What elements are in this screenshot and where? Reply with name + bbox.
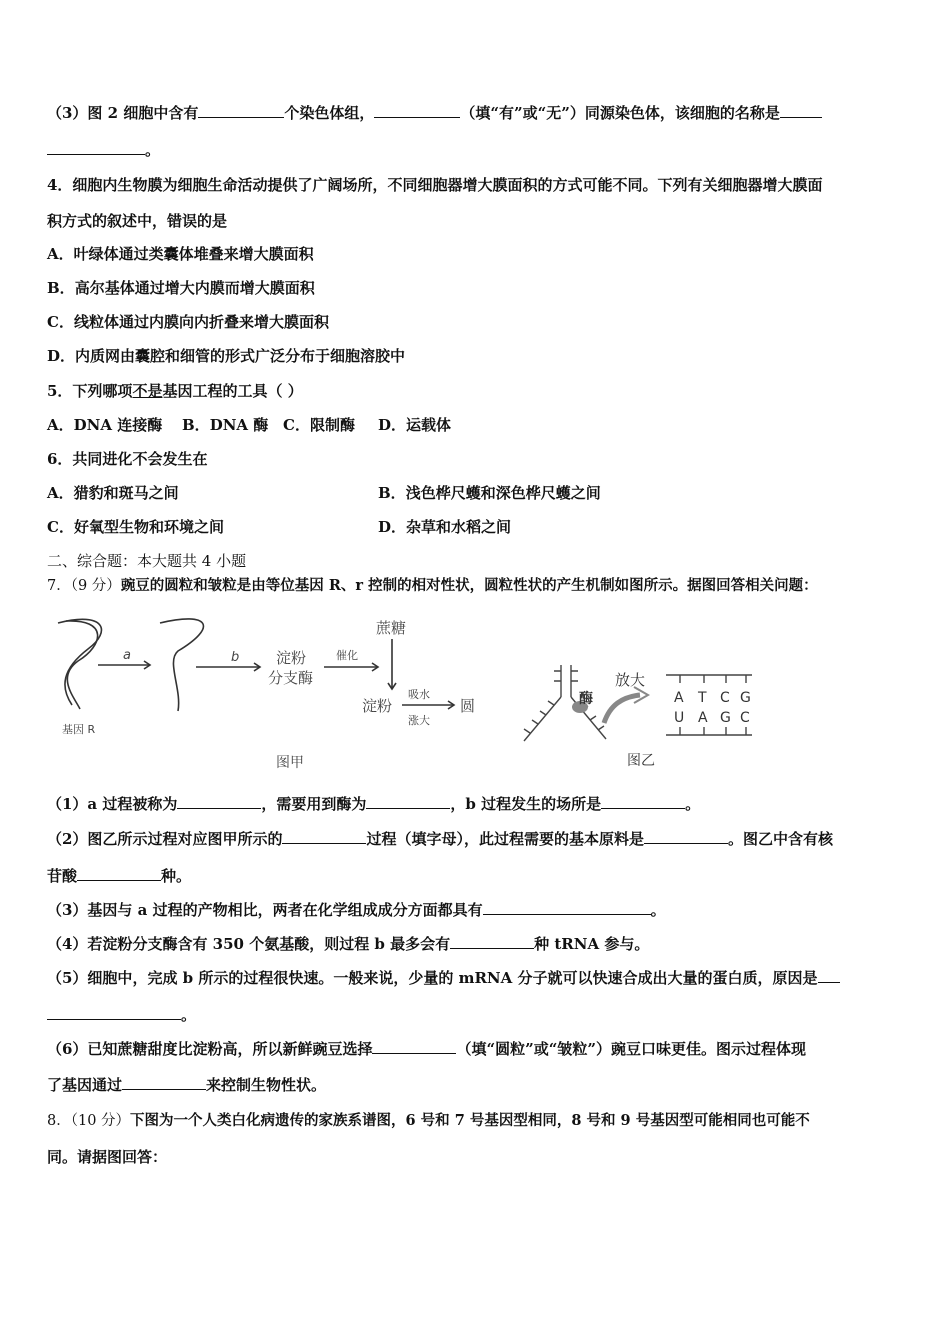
base-top-3: G	[740, 690, 751, 706]
base-top-2: C	[720, 690, 730, 706]
q7-s6-text4: 来控制生物性状。	[206, 1076, 327, 1094]
base-top-0: A	[674, 690, 684, 706]
zoom-arrow	[604, 695, 640, 723]
answer-blank[interactable]	[601, 794, 685, 809]
q7-sub2-line2	[47, 866, 191, 886]
q7-number: 7．（9 分）	[47, 578, 121, 594]
q7-s1-text4: 。	[685, 795, 701, 813]
answer-blank[interactable]	[47, 140, 145, 155]
q4-stem-line1: 4．细胞内生物膜为细胞生命活动提供了广阔场所，不同细胞器增大膜面积的方式可能不同。下列有关细胞器增大膜面	[47, 176, 823, 194]
q7-sub4	[47, 934, 649, 954]
q6-option-c[interactable]	[47, 517, 224, 537]
q5-option-a[interactable]	[47, 415, 162, 435]
bp-top-ticks	[680, 675, 746, 683]
q3-sub-line2	[47, 140, 160, 160]
option-letter: A．	[47, 245, 74, 263]
gene-strand-1	[58, 619, 101, 705]
option-text: DNA 连接酶	[73, 416, 163, 434]
answer-blank[interactable]	[282, 829, 366, 844]
q5-option-c[interactable]	[283, 415, 355, 435]
option-letter: C．	[47, 313, 74, 331]
q3-sub-text3: （填“有”或“无”）同源染色体，该细胞的名称是	[460, 104, 780, 122]
q7-s2-text3: 。图乙中含有核	[727, 830, 833, 848]
answer-blank[interactable]	[818, 968, 840, 983]
q7-s3-text2: 。	[650, 901, 666, 919]
swell-label: 涨大	[408, 714, 430, 727]
option-letter: D．	[378, 416, 407, 434]
q8-stem-text1: 下图为一个人类白化病遗传的家族系谱图，6 号和 7 号基因型相同，8 号和 9 号基因型可能相同也可能不	[130, 1112, 810, 1129]
answer-blank[interactable]	[780, 103, 822, 118]
q6-option-b[interactable]	[378, 483, 601, 503]
q5-option-b[interactable]	[182, 415, 268, 435]
zoom-label: 放大	[615, 671, 646, 689]
enzyme-label: 酶	[579, 691, 593, 707]
q7-s2-text4: 苷酸	[47, 867, 78, 885]
q7-s4-text2: 种 tRNA 参与。	[534, 935, 650, 953]
q7-sub6-line2	[47, 1075, 326, 1095]
gene-strand-2	[66, 621, 98, 709]
answer-blank[interactable]	[47, 1005, 181, 1020]
q3-sub-text1: （3）图 2 细胞中含有	[47, 104, 199, 122]
option-letter: A．	[47, 416, 74, 434]
option-letter: D．	[378, 518, 407, 536]
rna-ticks	[524, 701, 554, 733]
q7-stem-text: 豌豆的圆粒和皱粒是由等位基因 R、r 控制的相对性状，圆粒性状的产生机制如图所示。据图回答相关问题：	[120, 577, 818, 594]
absorb-label: 吸水	[408, 688, 430, 701]
q5-stem	[47, 381, 303, 401]
option-text: DNA 酶	[209, 416, 269, 434]
option-text: 限制酶	[309, 416, 355, 434]
q7-sub2-line1	[47, 829, 833, 849]
q7-s3-text1: （3）基因与 a 过程的产物相比，两者在化学组成成分方面都具有	[47, 901, 483, 919]
label-b: b	[231, 650, 240, 665]
base-bottom-1: A	[698, 710, 708, 726]
q5-stem-underlined: 不是	[132, 382, 163, 400]
q6-option-d[interactable]	[378, 517, 511, 537]
q3-sub-line1	[47, 103, 822, 123]
option-letter: B．	[47, 279, 75, 297]
q4-option-a[interactable]	[47, 244, 314, 264]
option-text: 猎豹和斑马之间	[73, 484, 179, 502]
label-a: a	[123, 648, 131, 663]
base-bottom-2: G	[720, 710, 731, 726]
base-top-1: T	[698, 690, 707, 706]
rna-strand	[524, 697, 561, 741]
option-letter: B．	[182, 416, 210, 434]
base-bottom-0: U	[674, 710, 685, 726]
q7-s6-text2: （填“圆粒”或“皱粒”）豌豆口味更佳。图示过程体现	[456, 1040, 806, 1058]
mrna-strand	[160, 619, 203, 711]
q4-option-d[interactable]	[47, 346, 405, 366]
q6-option-a[interactable]	[47, 483, 179, 503]
answer-blank[interactable]	[198, 103, 284, 118]
option-letter: D．	[47, 347, 76, 365]
q8-stem-line1	[47, 1111, 810, 1131]
starch-label: 淀粉	[362, 697, 393, 715]
answer-blank[interactable]	[372, 1039, 456, 1054]
answer-blank[interactable]	[177, 794, 261, 809]
q7-stem	[47, 576, 818, 596]
answer-blank[interactable]	[374, 103, 460, 118]
q7-s5-text2: 。	[181, 1006, 197, 1024]
q5-option-d[interactable]	[378, 415, 451, 435]
q4-option-b[interactable]	[47, 278, 315, 298]
caption-yi: 图乙	[627, 753, 655, 769]
answer-blank[interactable]	[450, 934, 534, 949]
q7-sub5-line1	[47, 968, 840, 988]
option-text: 线粒体通过内膜向内折叠来增大膜面积	[73, 313, 329, 331]
q6-stem: 6．共同进化不会发生在	[47, 450, 208, 468]
q7-sub3	[47, 900, 666, 920]
answer-blank[interactable]	[122, 1075, 206, 1090]
q5-stem-pre: 5．下列哪项	[47, 382, 133, 400]
q8-stem-line2: 同。请据图回答：	[47, 1148, 168, 1166]
catalyze-label: 催化	[336, 649, 358, 662]
section-heading: 二、综合题：本大题共 4 小题	[47, 552, 247, 570]
q7-s6-text3: 了基因通过	[47, 1076, 123, 1094]
q7-sub5-line2	[47, 1005, 196, 1025]
q7-sub6-line1	[47, 1039, 806, 1059]
bp-bottom-ticks	[680, 727, 746, 735]
q7-s2-text2: 过程（填字母），此过程需要的基本原料是	[366, 830, 644, 848]
dna-ticks	[554, 671, 578, 681]
q8-number: 8．（10 分）	[47, 1113, 131, 1129]
q7-figure	[0, 605, 950, 780]
option-letter: A．	[47, 484, 74, 502]
option-letter: C．	[283, 416, 310, 434]
q3-sub-end: 。	[145, 141, 161, 159]
option-text: 高尔基体通过增大内膜而增大膜面积	[74, 279, 315, 297]
option-text: 叶绿体通过类囊体堆叠来增大膜面积	[73, 245, 314, 263]
answer-blank[interactable]	[483, 900, 651, 915]
q5-stem-post: 基因工程的工具（ ）	[162, 382, 303, 400]
q3-sub-text2: 个染色体组，	[284, 104, 375, 122]
option-letter: C．	[47, 518, 74, 536]
enzyme-label-2: 分支酶	[268, 669, 314, 687]
base-bottom-3: C	[740, 710, 750, 726]
enzyme-label-1: 淀粉	[276, 649, 307, 667]
option-text: 内质网由囊腔和细管的形式广泛分布于细胞溶胶中	[75, 347, 406, 365]
gene-r-label: 基因 R	[62, 723, 96, 736]
sucrose-label: 蔗糖	[376, 619, 407, 637]
q7-s1-text2: ，需要用到酶为	[261, 795, 367, 813]
q7-s2-text1: （2）图乙所示过程对应图甲所示的	[47, 830, 283, 848]
option-text: 杂草和水稻之间	[406, 518, 512, 536]
q7-s4-text1: （4）若淀粉分支酶含有 350 个氨基酸，则过程 b 最多会有	[47, 935, 451, 953]
option-text: 浅色桦尺蠖和深色桦尺蠖之间	[405, 484, 601, 502]
option-text: 运载体	[406, 416, 452, 434]
round-label: 圆	[460, 697, 476, 715]
q7-s6-text1: （6）已知蔗糖甜度比淀粉高，所以新鲜豌豆选择	[47, 1040, 373, 1058]
q4-stem-line2: 积方式的叙述中，错误的是	[47, 212, 228, 230]
caption-jia: 图甲	[276, 755, 304, 771]
option-letter: B．	[378, 484, 406, 502]
q7-s1-text3: ，b 过程发生的场所是	[450, 795, 602, 813]
q4-option-c[interactable]	[47, 312, 329, 332]
answer-blank[interactable]	[366, 794, 450, 809]
option-text: 好氧型生物和环境之间	[73, 518, 224, 536]
answer-blank[interactable]	[77, 866, 161, 881]
answer-blank[interactable]	[644, 829, 728, 844]
q7-sub1	[47, 794, 700, 814]
q7-s1-text1: （1）a 过程被称为	[47, 795, 178, 813]
q7-s5-text1: （5）细胞中，完成 b 所示的过程很快速。一般来说，少量的 mRNA 分子就可以快速合成出大量的蛋白质，原因是	[47, 969, 818, 987]
q7-s2-text5: 种。	[161, 867, 192, 885]
